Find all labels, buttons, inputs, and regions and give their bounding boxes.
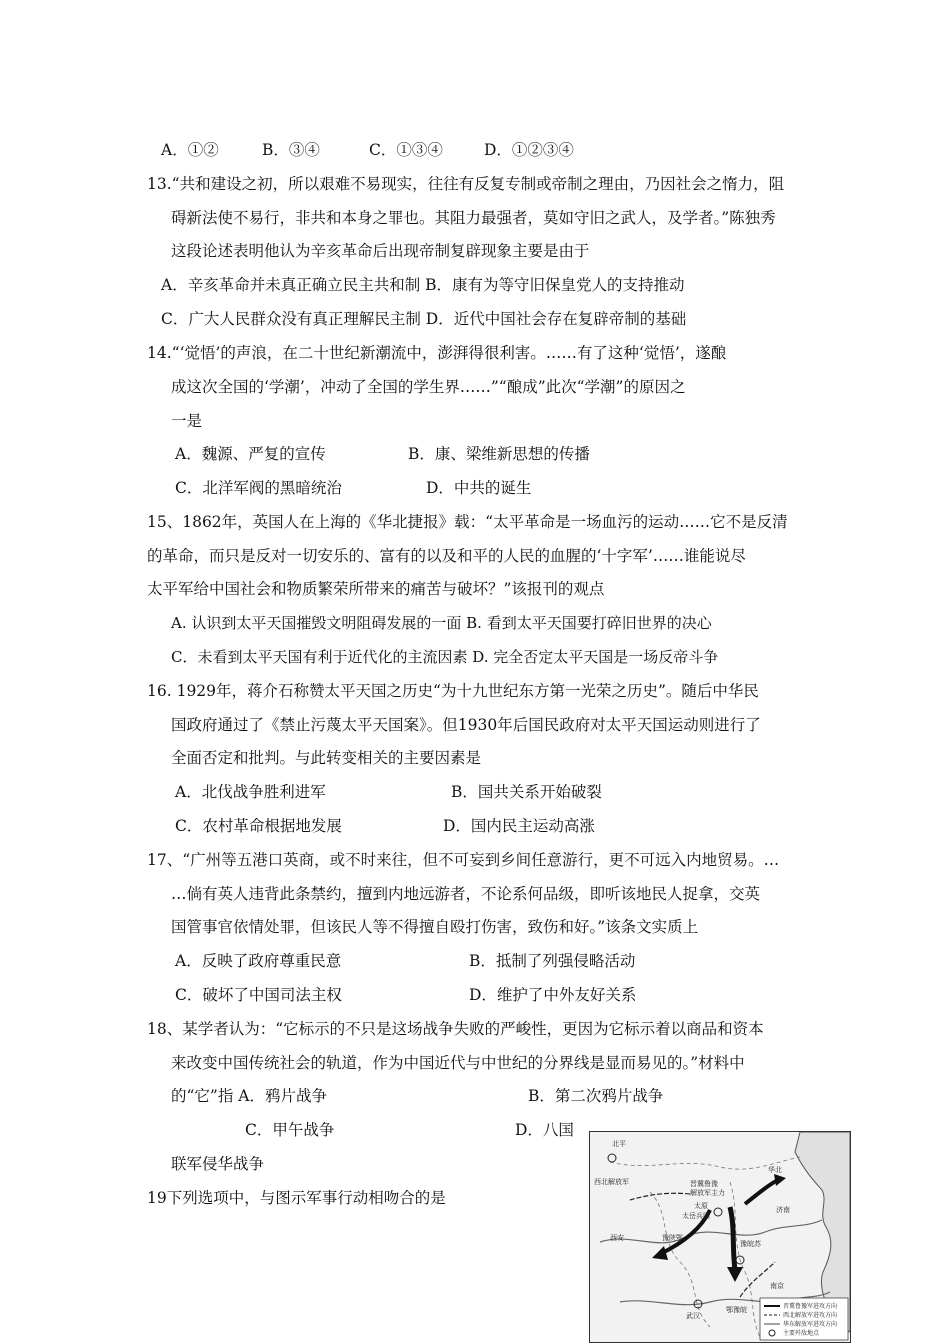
q18-option-b: B．第二次鸦片战争 [528,1087,664,1105]
q16-stem-line: 全面否定和批判。与此转变相关的主要因素是 [171,749,482,767]
map-label: 西安 [610,1234,624,1242]
legend-item: 华东解放军进攻方向 [783,1321,838,1328]
attack-arrow [730,1207,735,1270]
map-svg [590,1132,850,1342]
q18-stem-line: 18、某学者认为：“它标示的不只是这场战争失败的严峻性，更因为它标示着以商品和资本 [147,1020,764,1038]
q14-stem-line: 14.“‘觉悟’的声浪，在二十世纪新潮流中，澎湃得很利害。……有了这种‘觉悟’，遂酿 [147,344,727,362]
q16-option-d: D．国内民主运动高涨 [443,817,595,835]
q14-stem-line: 成这次全国的‘学潮’，冲动了全国的学生界……”“酿成”此次“学潮”的原因之 [171,378,686,396]
military-map-figure [589,1131,851,1343]
map-label: 西北解放军 [594,1178,629,1186]
q18-option-d-cont: 联军侵华战争 [171,1155,265,1173]
q15-options-ab: A. 认识到太平天国摧毁文明阻碍发展的一面 B. 看到太平天国要打碎旧世界的决心 [171,614,712,632]
q12-option-b: B．③④ [262,141,320,159]
map-label: 济南 [776,1206,790,1214]
q17-option-b: B．抵制了列强侵略活动 [469,952,636,970]
map-label: 武汉 [686,1312,700,1320]
map-label: 华北 [768,1166,782,1174]
attack-arrow [745,1180,778,1204]
q17-stem-line: …倘有英人违背此条禁约，擅到内地远游者，不论系何品级，即听该地民人捉拿，交英 [171,885,761,903]
q14-option-b: B．康、梁维新思想的传播 [408,445,590,463]
arrow-head [774,1174,786,1186]
q16-option-c: C．农村革命根据地发展 [175,817,342,835]
q15-stem-line: 的革命，而只是反对一切安乐的、富有的以及和平的人民的血腥的‘十字军’……谁能说尽 [147,547,746,565]
battle-marker [714,1208,722,1216]
q13-stem-line: 13.“共和建设之初，所以艰难不易现实，往往有反复专制或帝制之理由，乃因社会之惰力，阻 [147,175,785,193]
attack-arrow [740,1262,775,1297]
q14-option-c: C．北洋军阀的黑暗统治 [175,479,342,497]
legend-item: 西北解放军进攻方向 [783,1312,838,1319]
q17-option-a: A．反映了政府尊重民意 [175,952,342,970]
map-label: 鄂豫皖 [726,1306,747,1314]
legend-item: 主要歼敌地点 [783,1330,820,1337]
map-label: 南京 [770,1282,784,1290]
map-label: 北平 [612,1140,626,1148]
map-label: 解放军主力 [690,1189,725,1197]
q17-stem-line: 17、“广州等五港口英商，或不时来往，但不可妄到乡间任意游行，更不可远入内地贸易。… [147,851,780,869]
q14-stem-line: 一是 [171,412,203,430]
arrow-head [727,1267,743,1282]
legend-item: 晋冀鲁豫军进攻方向 [783,1303,838,1310]
q12-option-a: A．①② [161,141,219,159]
q18-stem-option-a: 的“它”指 A．鸦片战争 [171,1087,327,1105]
q16-stem-line: 16. 1929年，蒋介石称赞太平天国之历史“为十九世纪东方第一光荣之历史”。随后中华民 [147,682,759,700]
q18-option-c: C．甲午战争 [245,1121,335,1139]
q14-option-a: A．魏源、严复的宣传 [175,445,326,463]
q12-option-d: D．①②③④ [484,141,574,159]
q13-options-ab: A．辛亥革命并未真正确立民主共和制 B．康有为等守旧保皇党人的支持推动 [161,276,685,294]
map-label: 晋冀鲁豫 [690,1180,718,1188]
q16-stem-line: 国政府通过了《禁止污蔑太平天国案》。但1930年后国民政府对太平天国运动则进行了 [171,716,761,734]
q16-option-b: B．国共关系开始破裂 [451,783,602,801]
map-label: 豫陕鄂 [662,1234,683,1242]
q15-stem-line: 15、1862年，英国人在上海的《华北捷报》载：“太平革命是一场血污的运动……它不是反清 [147,513,788,531]
q18-stem-line: 来改变中国传统社会的轨道，作为中国近代与中世纪的分界线是显而易见的。”材料中 [171,1054,745,1072]
q17-stem-line: 国管事官依情处罪，但该民人等不得擅自殴打伤害，致伤和好。”该条文实质上 [171,918,699,936]
q13-stem-line: 碍新法使不易行，非共和本身之罪也。其阻力最强者，莫如守旧之武人，及学者。”陈独秀 [171,209,776,227]
q14-option-d: D．中共的诞生 [426,479,532,497]
map-label: 豫皖苏 [740,1240,761,1248]
map-label: 太原 [694,1202,708,1210]
q12-option-c: C．①③④ [369,141,443,159]
q17-option-c: C．破坏了中国司法主权 [175,986,342,1004]
attack-arrow [630,1193,690,1200]
q15-options-cd: C．未看到太平天国有利于近代化的主流因素 D. 完全否定太平天国是一场反帝斗争 [171,648,719,666]
q13-options-cd: C．广大人民群众没有真正理解民主制 D．近代中国社会存在复辟帝制的基础 [161,310,687,328]
battle-marker [608,1154,616,1162]
q13-stem-line: 这段论述表明他认为辛亥革命后出现帝制复辟现象主要是由于 [171,242,590,260]
yellow-river [600,1220,822,1243]
q17-option-d: D．维护了中外友好关系 [469,986,637,1004]
map-label: 太岳兵团 [682,1212,710,1220]
q19-stem: 19下列选项中，与图示军事行动相吻合的是 [147,1189,446,1207]
arrow-head [652,1246,668,1260]
q18-option-d: D．八国 [515,1121,574,1139]
q15-stem-line: 太平军给中国社会和物质繁荣所带来的痛苦与破坏？”该报刊的观点 [147,580,605,598]
q16-option-a: A．北伐战争胜利进军 [175,783,326,801]
